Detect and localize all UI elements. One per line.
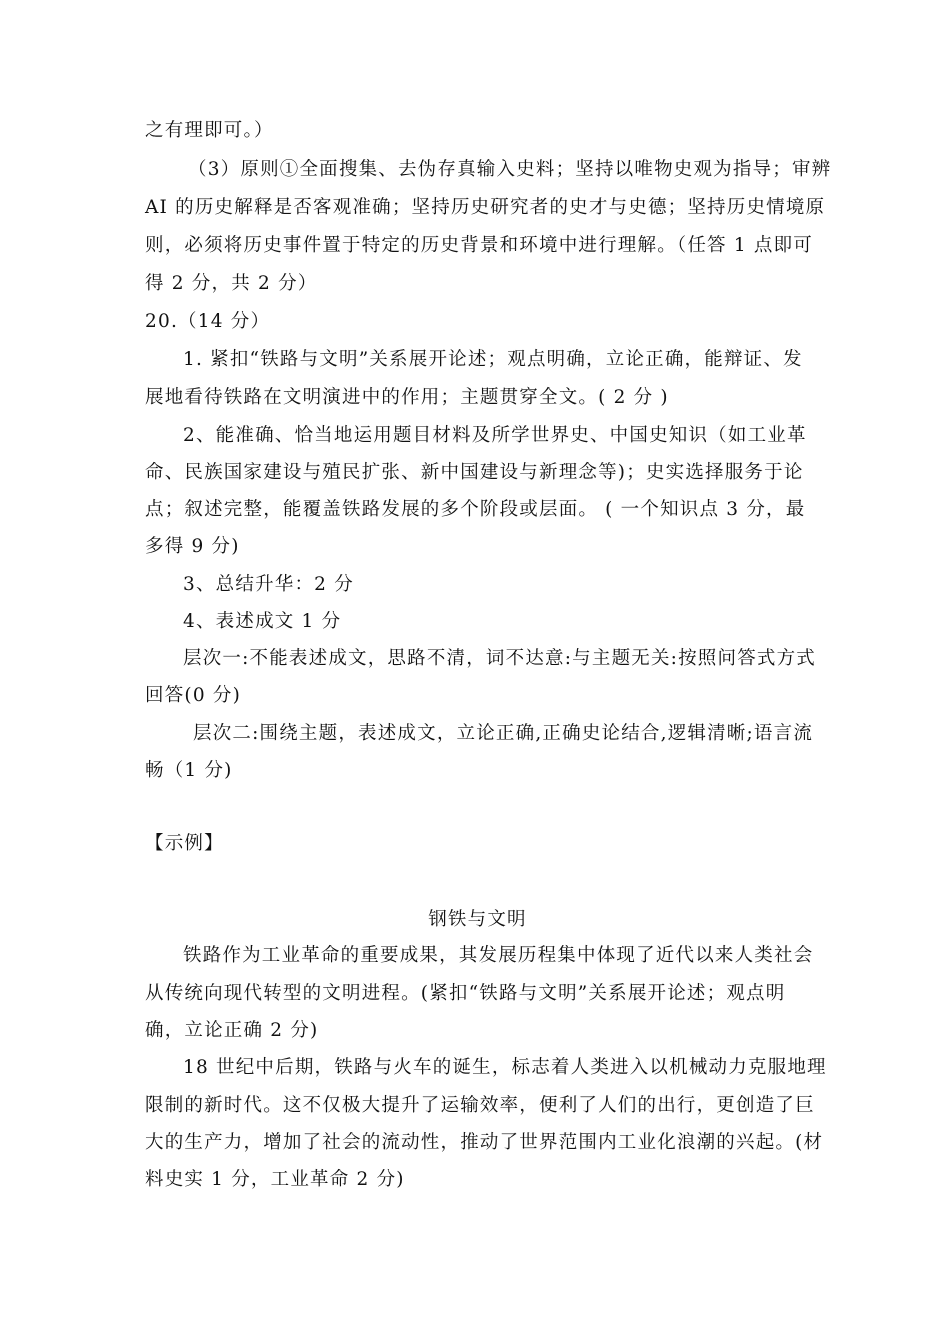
essay-title: 钢铁与文明	[428, 909, 527, 930]
text-line-1: 之有理即可。）	[145, 120, 274, 141]
text-line-25: 限制的新时代。这不仅极大提升了运输效率，便利了人们的出行，更创造了巨	[145, 1095, 815, 1116]
text-line-24: 18 世纪中后期，铁路与火车的诞生，标志着人类进入以机械动力克服地理	[183, 1057, 827, 1078]
text-line-11: 点；叙述完整，能覆盖铁路发展的多个阶段或层面。 ( 一个知识点 3 分，最	[145, 499, 806, 520]
text-line-23: 确，立论正确 2 分)	[145, 1020, 319, 1041]
text-line-27: 料史实 1 分，工业革命 2 分)	[145, 1169, 405, 1190]
text-line-14: 4、表述成文 1 分	[183, 611, 342, 632]
text-line-22: 从传统向现代转型的文明进程。(紧扣“铁路与文明”关系展开论述；观点明	[145, 983, 786, 1004]
example-heading: 【示例】	[145, 833, 224, 854]
text-line-4: 则，必须将历史事件置于特定的历史背景和环境中进行理解。（任答 1 点即可	[145, 235, 813, 256]
question-number: 20.（14 分）	[145, 311, 271, 332]
text-line-21: 铁路作为工业革命的重要成果，其发展历程集中体现了近代以来人类社会	[183, 945, 814, 966]
text-line-18: 畅（1 分)	[145, 760, 233, 781]
text-line-3: AI 的历史解释是否客观准确；坚持历史研究者的史才与史德；坚持历史情境原	[145, 197, 826, 218]
text-line-8: 展地看待铁路在文明演进中的作用；主题贯穿全文。( 2 分 )	[145, 387, 669, 408]
text-line-2: （3）原则①全面搜集、去伪存真输入史料；坚持以唯物史观为指导；审辨	[188, 159, 832, 180]
text-line-7: 1. 紧扣“铁路与文明”关系展开论述；观点明确，立论正确，能辩证、发	[183, 349, 803, 370]
text-line-13: 3、总结升华：2 分	[183, 574, 354, 595]
text-line-10: 命、民族国家建设与殖民扩张、新中国建设与新理念等)；史实选择服务于论	[145, 462, 804, 483]
text-line-16: 回答(0 分)	[145, 685, 241, 706]
text-line-5: 得 2 分，共 2 分）	[145, 273, 318, 294]
text-line-9: 2、能准确、恰当地运用题目材料及所学世界史、中国史知识（如工业革	[183, 425, 807, 446]
text-line-15: 层次一:不能表述成文，思路不清，词不达意:与主题无关:按照问答式方式	[183, 648, 817, 669]
text-line-12: 多得 9 分)	[145, 536, 240, 557]
text-line-26: 大的生产力，增加了社会的流动性，推动了世界范围内工业化浪潮的兴起。(材	[145, 1132, 824, 1153]
text-line-17: 层次二:围绕主题，表述成文，立论正确,正确史论结合,逻辑清晰;语言流	[193, 723, 814, 744]
